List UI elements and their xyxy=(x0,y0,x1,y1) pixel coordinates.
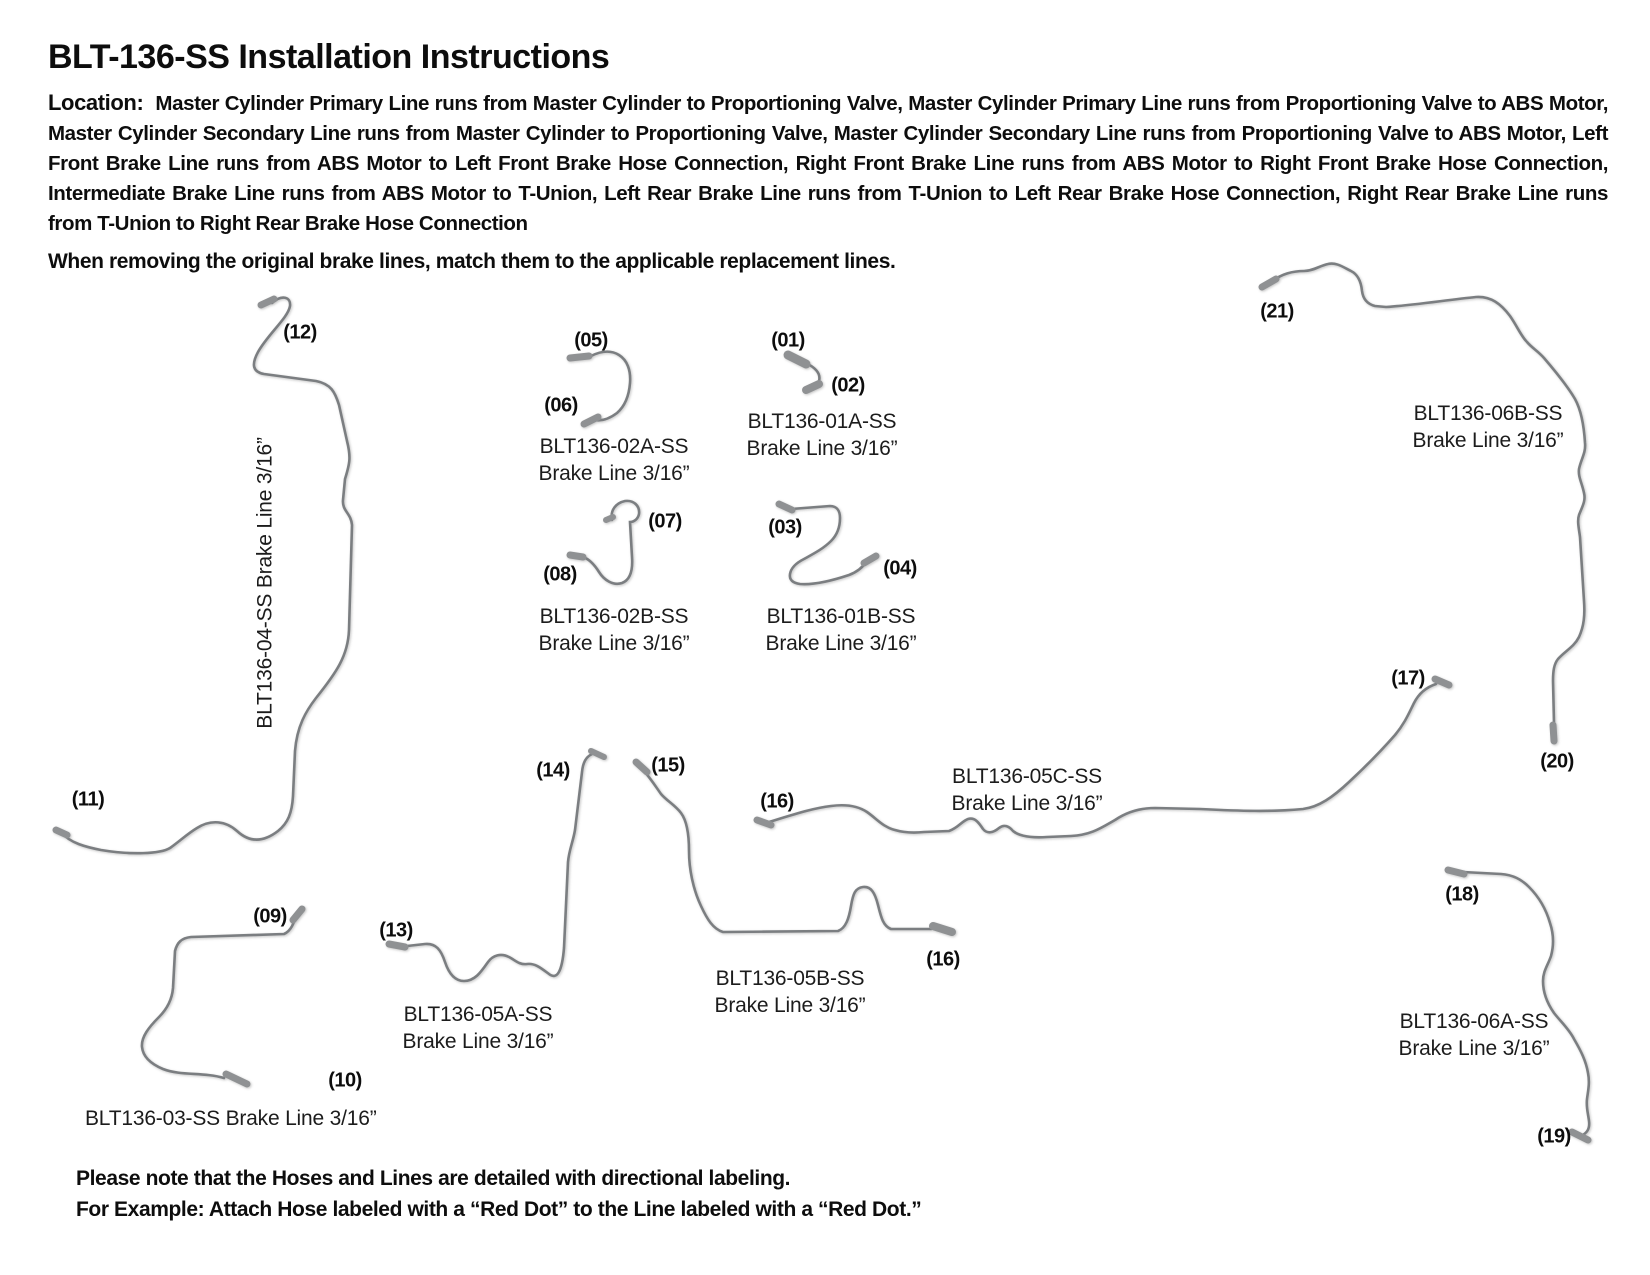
part-number: BLT136-02B-SS xyxy=(539,605,689,628)
part-label-blt136-01b xyxy=(766,603,917,657)
callout-17: (17) xyxy=(1391,667,1425,690)
fitting-07 xyxy=(606,517,613,520)
part-number: BLT136-02A-SS xyxy=(539,435,689,458)
callout-08: (08) xyxy=(543,563,577,586)
brake-line-blt136-05a xyxy=(389,751,604,981)
callout-16: (16) xyxy=(926,948,960,971)
part-label-blt136-02b xyxy=(539,603,690,657)
callout-16: (16) xyxy=(760,790,794,813)
part-number: BLT136-06A-SS xyxy=(1399,1010,1549,1033)
part-label-blt136-06a xyxy=(1399,1008,1550,1062)
note-red-dot-example: For Example: Attach Hose labeled with a “Red Dot” to the Line labeled with a “Red Dot.” xyxy=(76,1198,922,1221)
part-size: Brake Line 3/16” xyxy=(402,1030,554,1053)
fitting-09 xyxy=(293,909,302,920)
part-number: BLT136-05C-SS xyxy=(952,765,1102,788)
part-number: BLT136-05B-SS xyxy=(715,967,865,990)
brake-line-blt136-06a xyxy=(1448,870,1589,1140)
part-number: BLT136-01A-SS xyxy=(747,410,897,433)
callout-06: (06) xyxy=(544,394,578,417)
part-size: Brake Line 3/16” xyxy=(538,632,690,655)
fitting-16b xyxy=(933,926,952,932)
part-label-blt136-05c xyxy=(952,763,1103,817)
part-number: BLT136-05A-SS xyxy=(403,1003,553,1026)
part-label-blt136-05b xyxy=(715,965,866,1019)
fitting-03 xyxy=(779,504,792,510)
part-size: Brake Line 3/16” xyxy=(765,632,917,655)
location-text: Master Cylinder Primary Line runs from Master Cylinder to Proportioning Valve, Master Cylinder Primary Line runs from Proportioning Valve to ABS Motor, Master Cylinder Secondary Line runs from Master Cylinder to Proportioning Valve, Master Cylinder Secondary Line runs from Proportioning Valve to ABS Motor, Left Front Brake Line runs from ABS Motor to Left Front Brake Hose Connection, Right Front Brake Line runs from ABS Motor to Right Front Brake Hose Connection, Intermediate Brake Line runs from ABS Motor to T-Union, Left Rear Brake Line runs from T-Union to Left Rear Brake Hose Connection, Right Rear Brake Line runs from T-Union to Right Rear Brake Hose Connection xyxy=(48,92,1608,235)
instruction-text: When removing the original brake lines, match them to the applicable replacement lines. xyxy=(48,250,896,273)
part-number: BLT136-03-SS Brake Line 3/16” xyxy=(85,1107,377,1130)
part-size: Brake Line 3/16” xyxy=(714,994,866,1017)
fitting-21 xyxy=(1262,279,1276,287)
callout-14: (14) xyxy=(536,759,570,782)
callout-07: (07) xyxy=(648,510,682,533)
fitting-15 xyxy=(636,762,647,772)
callout-05: (05) xyxy=(574,329,608,352)
fitting-05 xyxy=(570,356,589,358)
fitting-10 xyxy=(226,1074,247,1084)
part-number: BLT136-01B-SS xyxy=(766,605,916,628)
callout-09: (09) xyxy=(253,905,287,928)
part-label-blt136-02a xyxy=(539,433,690,487)
callout-01: (01) xyxy=(771,329,805,352)
part-size: Brake Line 3/16” xyxy=(1398,1037,1550,1060)
brake-line-blt136-02a xyxy=(570,352,630,424)
callout-11: (11) xyxy=(71,788,105,811)
callout-18: (18) xyxy=(1445,883,1479,906)
part-size: Brake Line 3/16” xyxy=(746,437,898,460)
part-label-blt136-04 xyxy=(252,437,279,728)
part-size: Brake Line 3/16” xyxy=(1412,429,1564,452)
brake-line-blt136-05b xyxy=(636,762,952,932)
callout-20: (20) xyxy=(1540,750,1574,773)
brake-line-blt136-02b xyxy=(570,501,639,584)
location-label: Location: xyxy=(48,90,144,115)
fitting-11 xyxy=(56,830,67,835)
fitting-20 xyxy=(1553,725,1554,741)
part-label-blt136-01a xyxy=(747,408,898,462)
fitting-14 xyxy=(591,751,604,757)
fitting-04 xyxy=(864,556,876,563)
fitting-18 xyxy=(1448,870,1464,874)
callout-04: (04) xyxy=(883,557,917,580)
callout-03: (03) xyxy=(768,516,802,539)
fitting-02 xyxy=(806,384,819,390)
part-label-blt136-06b xyxy=(1413,400,1564,454)
brake-line-blt136-05c xyxy=(757,679,1449,837)
brake-line-blt136-04 xyxy=(56,298,352,854)
brake-line-blt136-03 xyxy=(142,909,302,1084)
callout-15: (15) xyxy=(651,754,685,777)
brake-line-blt136-01a xyxy=(788,355,819,390)
fitting-16a xyxy=(757,820,771,825)
page-title: BLT-136-SS Installation Instructions xyxy=(48,38,610,76)
part-size: Brake Line 3/16” xyxy=(951,792,1103,815)
note-directional-labeling: Please note that the Hoses and Lines are detailed with directional labeling. xyxy=(76,1167,791,1190)
callout-12: (12) xyxy=(283,321,317,344)
fitting-01 xyxy=(788,355,806,364)
part-number: BLT136-06B-SS xyxy=(1413,402,1563,425)
part-label-blt136-05a xyxy=(403,1001,554,1055)
part-label-blt136-03 xyxy=(85,1105,376,1132)
fitting-08 xyxy=(570,555,583,557)
part-size: Brake Line 3/16” xyxy=(538,462,690,485)
callout-19: (19) xyxy=(1537,1125,1571,1148)
callout-13: (13) xyxy=(379,919,413,942)
fitting-06 xyxy=(584,417,598,424)
callout-21: (21) xyxy=(1260,300,1294,323)
callout-02: (02) xyxy=(831,374,865,397)
part-number: BLT136-04-SS Brake Line 3/16” xyxy=(253,437,277,729)
callout-10: (10) xyxy=(328,1069,362,1092)
fitting-13 xyxy=(389,944,405,947)
